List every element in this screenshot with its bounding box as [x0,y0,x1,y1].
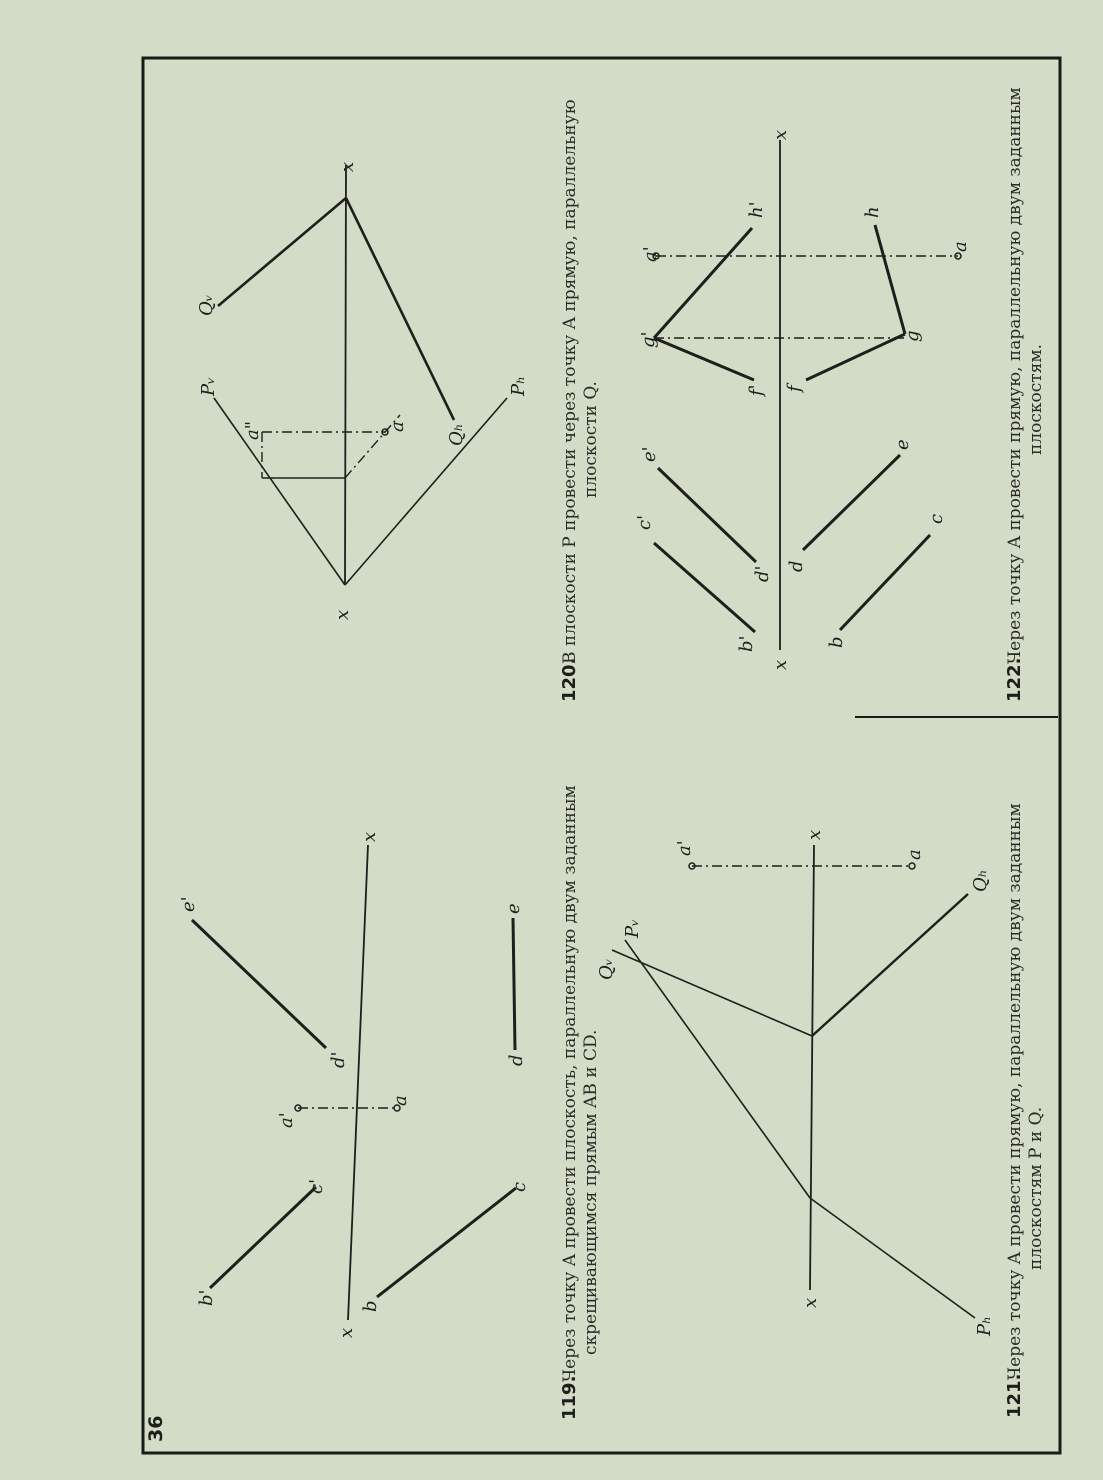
label-Ph-120: Pₕ [508,376,529,396]
label-Qv-121: Qᵥ [596,958,617,980]
page-number: 36 [145,1415,167,1442]
label-a-dprime-120: a" [242,420,263,440]
label-x-right-121: x [804,829,825,840]
problem-number-122: 122. [1004,657,1025,702]
label-c-prime-119: c' [306,1178,327,1194]
labels-119 [178,832,530,1338]
caption-119-line2: скрещивающимся прямым AB и CD. [581,1029,601,1355]
label-c-122: c [926,513,947,524]
label-b-122: b [826,636,847,648]
label-g-prime-122: g' [638,331,659,348]
label-a-120: a [387,421,408,432]
point-a-121 [909,863,915,869]
problem-number-119: 119. [559,1375,580,1420]
label-a-prime-121: a' [674,840,695,856]
label-a-121: a [904,849,925,860]
label-x-right-119: x [359,831,380,842]
label-x-right-122: x [770,129,791,140]
label-a-prime-119: a' [276,1112,297,1128]
segment-b-c [377,1188,516,1297]
label-x-left-120: x [332,609,353,620]
label-g-122: g [902,330,923,342]
label-c-prime-122: c' [634,514,655,530]
segment-d-e [513,918,515,1050]
label-d-prime-122: d' [752,565,773,582]
problem-number-120: 120. [559,657,580,702]
caption-121-line2: плоскостям P и Q. [1026,1106,1046,1270]
segment-g1-h1 [654,228,752,338]
axis-x-120 [345,165,346,585]
trace-Ph-121 [810,1198,975,1318]
caption-120 [559,99,601,702]
label-Pv-121: Pᵥ [622,919,643,938]
segment-b1-c1-122 [654,543,755,632]
figure-119 [192,845,516,1320]
caption-122 [1004,87,1046,702]
axis-x-119 [348,845,368,1320]
figure-120 [214,165,507,585]
trace-Qh-121 [812,894,968,1036]
trace-Pv-121 [625,940,810,1198]
label-h-prime-122: h' [746,201,767,218]
segment-f-g [806,334,905,380]
trace-Qh [346,198,454,420]
trace-Ph [345,398,507,585]
problem-number-121: 121. [1004,1373,1025,1418]
label-x-right-120: x [337,161,358,172]
caption-121 [1004,803,1046,1418]
caption-122-line1: Через точку A провести прямую, параллельную двум заданным [1005,87,1025,664]
label-h-122: h [862,206,883,218]
segment-b1-c1 [210,1187,316,1288]
axis-x-121 [810,845,814,1290]
page-frame [143,58,1060,1453]
label-Qh-120: Qₕ [446,423,467,446]
label-c-119: c [509,1181,530,1192]
label-b-prime-122: b' [736,635,757,652]
label-x-left-121: x [800,1297,821,1308]
caption-120-line1: В плоскости P провести через точку A прямую, параллельную [560,99,580,664]
caption-121-line1: Через точку A провести прямую, параллельную двум заданным [1005,803,1025,1380]
label-x-left-119: x [336,1327,357,1338]
label-b-119: b [360,1300,381,1312]
label-f-prime-122: f' [746,384,767,396]
label-e-prime-119: e' [178,896,199,912]
figure-121 [612,845,975,1318]
label-d-122: d [786,560,807,572]
caption-122-line2: плоскостям. [1026,343,1046,455]
label-a-prime-122: a' [640,246,661,262]
segment-b-c-122 [840,535,930,630]
label-a-119: a [390,1095,411,1106]
caption-119-line1: Через точку A провести плоскость, параллельную двум заданным [560,785,580,1382]
segment-f1-g1 [654,338,754,380]
label-b-prime-119: b' [196,1289,217,1306]
label-Qv-120: Qᵥ [196,294,217,316]
segment-d1-e1 [192,920,326,1048]
labels-122 [634,130,971,670]
label-x-left-122: x [770,659,791,670]
trace-Pv [214,398,345,585]
label-e-119: e [503,903,524,914]
segment-g-h [875,225,905,334]
label-Qh-121: Qₕ [970,869,991,892]
label-a-122: a [950,241,971,252]
label-f-122: f [784,385,805,392]
label-Pv-120: Pᵥ [198,377,219,396]
label-e-122: e [892,439,913,450]
trace-Qv-121 [612,950,812,1036]
labels-121 [596,830,995,1337]
label-Ph-121: Pₕ [974,1316,995,1336]
label-d-119: d [506,1054,527,1066]
label-d-prime-119: d' [328,1051,349,1068]
label-e-prime-122: e' [639,446,660,462]
caption-120-line2: плоскости Q. [581,381,601,498]
trace-Qv [218,198,346,306]
segment-d-e-122 [803,455,900,550]
caption-119 [559,785,601,1420]
figure-122 [653,140,961,650]
segment-d1-e1-122 [658,468,756,562]
